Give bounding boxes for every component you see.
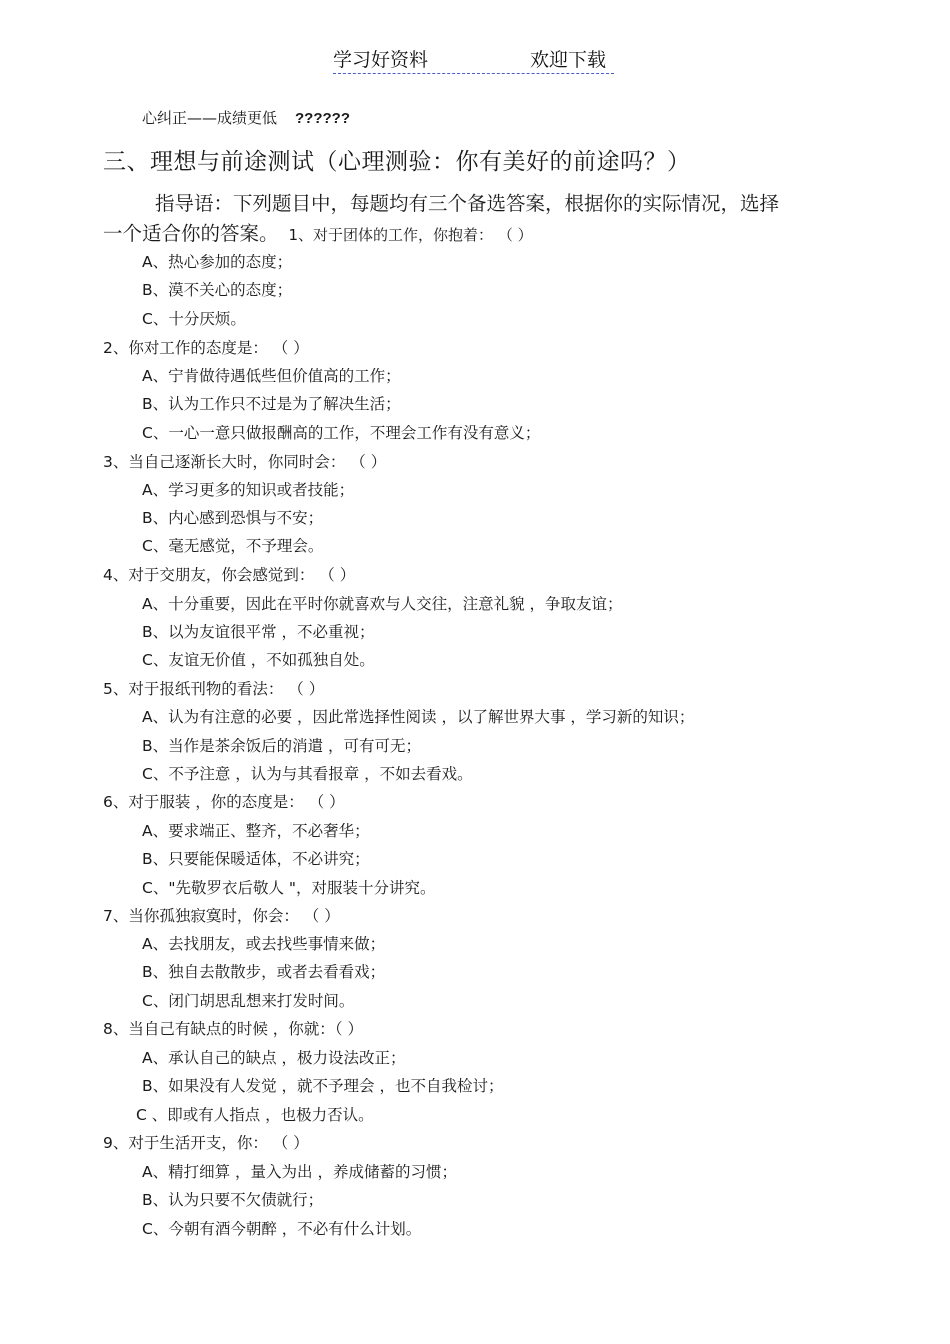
question-1-prompt: 1、对于团体的工作，你抱着： （ ） [288,226,533,244]
question-6-option-a: A、要求端正、整齐，不必奢华； [142,822,370,840]
intro-line-1: 指导语：下列题目中，每题均有三个备选答案，根据你的实际情况，选择 [155,192,780,215]
question-7-prompt: 7、当你孤独寂寞时，你会： （ ） [103,907,340,925]
question-2-option-c: C、一心一意只做报酬高的工作，不理会工作有没有意义； [142,424,541,442]
question-2-prompt: 2、你对工作的态度是： （ ） [103,339,309,357]
question-9-option-b: B、认为只要不欠债就行； [142,1191,324,1209]
question-3-prompt: 3、当自己逐渐长大时，你同时会： （ ） [103,453,387,471]
section-title: 三、理想与前途测试（心理测验：你有美好的前途吗？） [103,149,691,175]
question-7-option-b: B、独自去散散步，或者去看看戏； [142,963,386,981]
question-8-prompt: 8、当自己有缺点的时候 ，你就：（ ） [103,1020,363,1038]
question-5-option-c: C、不予注意 ，认为与其看报章 ，不如去看戏。 [142,765,473,783]
question-1-option-c: C、十分厌烦。 [142,310,246,328]
question-1-option-a: A、热心参加的态度； [142,253,293,271]
question-9-prompt: 9、对于生活开支，你： （ ） [103,1134,309,1152]
question-1-option-b: B、漠不关心的态度； [142,281,293,299]
question-2-option-b: B、认为工作只不过是为了解决生活； [142,395,401,413]
question-5-option-a: A、认为有注意的必要 ，因此常选择性阅读 ，以了解世界大事 ，学习新的知识； [142,708,695,726]
previous-page-note-marks: ?????? [295,110,350,127]
question-3-option-b: B、内心感到恐惧与不安； [142,509,324,527]
question-4-prompt: 4、对于交朋友，你会感觉到： （ ） [103,566,356,584]
question-5-option-b: B、当作是茶余饭后的消遣 ，可有可无； [142,737,422,755]
question-7-option-a: A、去找朋友，或去找些事情来做； [142,935,386,953]
header-divider [333,73,614,74]
intro-line-2 [103,220,533,249]
previous-page-note-text: 心纠正——成绩更低 [142,109,278,127]
intro-line-2-text: 一个适合你的答案。 [103,222,279,245]
question-9-option-a: A、精打细算 ，量入为出 ，养成储蓄的习惯； [142,1163,457,1181]
question-3-option-c: C、毫无感觉，不予理会。 [142,537,324,555]
question-8-option-a: A、承认自己的缺点 ，极力设法改正； [142,1049,406,1067]
previous-page-note [142,108,350,129]
question-2-option-a: A、宁肯做待遇低些但价值高的工作； [142,367,401,385]
header-right: 欢迎下载 [530,49,607,71]
question-6-prompt: 6、对于服装 ，你的态度是： （ ） [103,793,345,811]
question-5-prompt: 5、对于报纸刊物的看法： （ ） [103,680,325,698]
question-7-option-c: C、闭门胡思乱想来打发时间。 [142,992,355,1010]
header-left: 学习好资料 [333,49,429,71]
question-8-option-b: B、如果没有人发觉 ，就不予理会 ，也不自我检讨； [142,1077,504,1095]
question-9-option-c: C、今朝有酒今朝醉 ，不必有什么计划。 [142,1220,422,1238]
question-4-option-b: B、以为友谊很平常 ，不必重视； [142,623,375,641]
question-8-option-c: C 、即或有人指点 ，也极力否认。 [136,1106,374,1124]
question-3-option-a: A、学习更多的知识或者技能； [142,481,355,499]
question-4-option-a: A、十分重要，因此在平时你就喜欢与人交往，注意礼貌 ，争取友谊； [142,595,623,613]
question-6-option-b: B、只要能保暖适体，不必讲究； [142,850,370,868]
question-4-option-c: C、友谊无价值 ，不如孤独自处。 [142,651,375,669]
question-6-option-c: C、"先敬罗衣后敬人 "，对服装十分讲究。 [142,879,436,897]
